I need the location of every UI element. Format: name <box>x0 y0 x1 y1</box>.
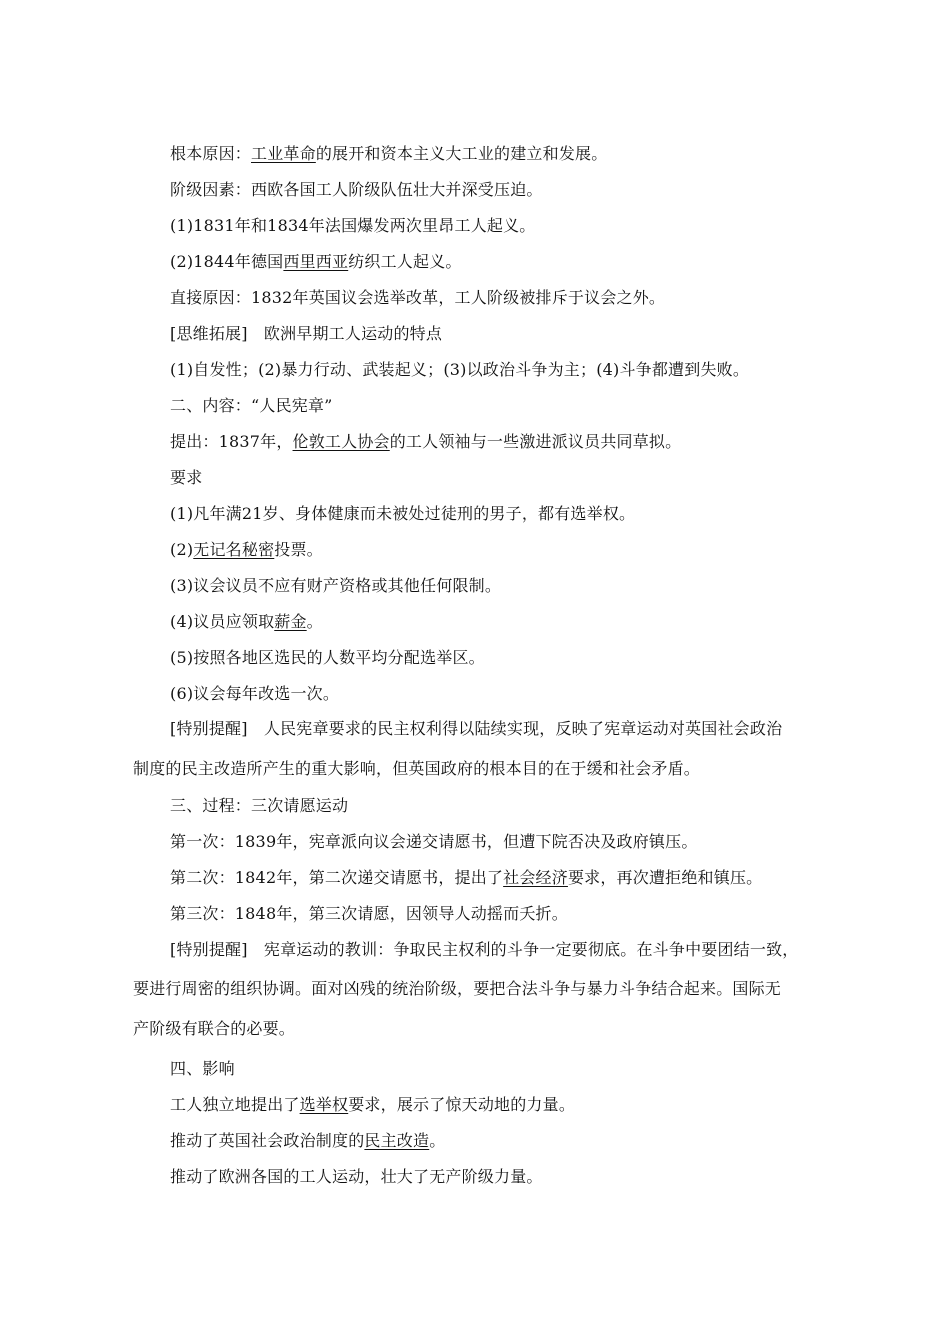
text-line <box>170 1167 543 1187</box>
text-segment: 推动了英国社会政治制度的 <box>170 1131 365 1150</box>
text-segment: 第三次：1848年，第三次请愿，因领导人动摇而夭折。 <box>170 904 568 923</box>
underlined-term: 社会经济 <box>503 868 568 887</box>
text-line <box>170 576 501 596</box>
text-line <box>170 288 665 308</box>
underlined-term: 工业革命 <box>251 144 316 163</box>
text-line <box>170 252 462 272</box>
text-segment: 第一次：1839年，宪章派向议会递交请愿书，但遭下院否决及政府镇压。 <box>170 832 698 851</box>
text-segment: 要求，展示了惊天动地的力量。 <box>348 1095 576 1114</box>
text-segment: (1)自发性；(2)暴力行动、武装起义；(3)以政治斗争为主；(4)斗争都遭到失败。 <box>170 360 750 379</box>
text-line <box>170 432 681 452</box>
text-segment: 纺织工人起义。 <box>348 252 462 271</box>
text-segment: (1)1831年和1834年法国爆发两次里昂工人起义。 <box>170 216 536 235</box>
text-line <box>133 1019 295 1039</box>
text-segment: 根本原因： <box>170 144 252 163</box>
text-segment: 二、内容：“人民宪章” <box>170 396 333 415</box>
text-line <box>170 1095 575 1115</box>
text-segment: 直接原因：1832年英国议会选举改革，工人阶级被排斥于议会之外。 <box>170 288 666 307</box>
text-line <box>133 979 781 999</box>
underlined-term: 西里西亚 <box>283 252 349 271</box>
text-line <box>170 180 543 200</box>
underlined-term: 民主改造 <box>364 1131 430 1150</box>
text-segment: (2) <box>170 540 194 559</box>
text-line <box>170 324 442 344</box>
text-segment: 产阶级有联合的必要。 <box>133 1019 296 1038</box>
text-segment: 制度的民主改造所产生的重大影响，但英国政府的根本目的在于缓和社会矛盾。 <box>133 759 701 778</box>
text-line <box>170 504 635 524</box>
text-segment: 工人独立地提出了 <box>170 1095 300 1114</box>
text-segment: 阶级因素：西欧各国工人阶级队伍壮大并深受压迫。 <box>170 180 543 199</box>
text-segment: 。 <box>429 1131 446 1150</box>
text-segment: (5)按照各地区选民的人数平均分配选举区。 <box>170 648 485 667</box>
text-line <box>170 360 749 380</box>
section-heading <box>170 396 333 416</box>
text-segment: 三、过程：三次请愿运动 <box>170 796 349 815</box>
text-segment: [特别提醒] 人民宪章要求的民主权利得以陆续实现，反映了宪章运动对英国社会政治 <box>170 719 783 738</box>
text-line <box>170 719 782 739</box>
text-segment: 要求 <box>170 468 203 487</box>
text-segment: 要求，再次遭拒绝和镇压。 <box>567 868 763 887</box>
text-line <box>170 940 799 960</box>
text-segment: (2)1844年德国 <box>170 252 284 271</box>
text-line <box>170 1131 445 1151</box>
text-line <box>170 216 536 236</box>
text-line <box>170 144 607 164</box>
text-segment: (3)议会议员不应有财产资格或其他任何限制。 <box>170 576 502 595</box>
text-segment: 的工人领袖与一些激进派议员共同草拟。 <box>389 432 682 451</box>
text-segment: 投票。 <box>274 540 323 559</box>
text-segment: 。 <box>306 612 323 631</box>
text-line <box>170 868 762 888</box>
text-segment: 提出：1837年， <box>170 432 293 451</box>
text-line <box>170 540 323 560</box>
underlined-term: 伦敦工人协会 <box>292 432 390 451</box>
text-segment: (4)议员应领取 <box>170 612 275 631</box>
text-segment: [特别提醒] 宪章运动的教训：争取民主权利的斗争一定要彻底。在斗争中要团结一致， <box>170 940 799 959</box>
text-line <box>170 468 202 488</box>
underlined-term: 薪金 <box>274 612 307 631</box>
text-line <box>170 684 339 704</box>
underlined-term: 选举权 <box>299 1095 349 1114</box>
text-segment: (1)凡年满21岁、身体健康而未被处过徒刑的男子，都有选举权。 <box>170 504 636 523</box>
text-line <box>170 832 698 852</box>
text-segment: 推动了欧洲各国的工人运动，壮大了无产阶级力量。 <box>170 1167 543 1186</box>
text-segment: [思维拓展] 欧洲早期工人运动的特点 <box>170 324 443 343</box>
text-segment: 第二次：1842年，第二次递交请愿书，提出了 <box>170 868 504 887</box>
text-segment: 四、影响 <box>170 1059 235 1078</box>
text-line <box>170 904 568 924</box>
underlined-term: 无记名秘密 <box>193 540 275 559</box>
section-heading <box>170 796 348 816</box>
text-line <box>170 648 485 668</box>
text-line <box>133 759 700 779</box>
text-segment: 要进行周密的组织协调。面对凶残的统治阶级，要把合法斗争与暴力斗争结合起来。国际无 <box>133 979 782 998</box>
section-heading <box>170 1059 235 1079</box>
text-line <box>170 612 323 632</box>
text-segment: 的展开和资本主义大工业的建立和发展。 <box>315 144 608 163</box>
text-segment: (6)议会每年改选一次。 <box>170 684 340 703</box>
